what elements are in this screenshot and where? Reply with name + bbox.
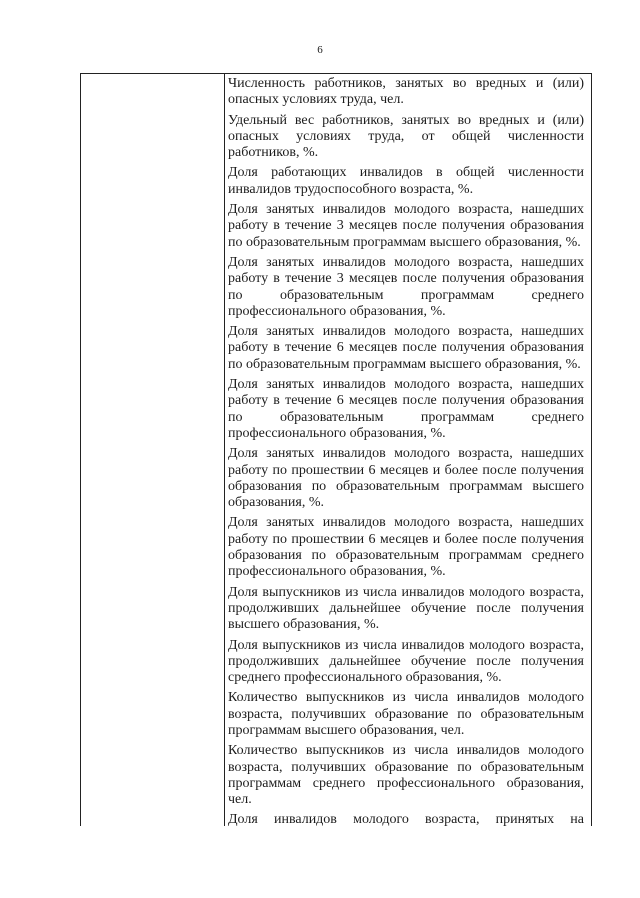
indicators-cell: [228, 76, 584, 826]
indicators-table: [80, 73, 592, 826]
indicator-item: Численность работников, занятых во вредных и (или) опасных условиях труда, чел.: [228, 76, 584, 108]
indicator-item: Доля занятых инвалидов молодого возраста, нашедших работу по прошествии 6 месяцев и более после получения образования по образовательным программам среднего профессионального образования, %.: [228, 515, 584, 580]
left-column-cell: [81, 74, 224, 826]
indicator-item: Доля занятых инвалидов молодого возраста, нашедших работу в течение 3 месяцев после получения образования по образовательным программам среднего профессионального образования, %.: [228, 254, 584, 319]
indicator-item: Количество выпускников из числа инвалидов молодого возраста, получивших образование по образовательным программам среднего профессионального образования, чел.: [228, 743, 584, 808]
column-divider: [224, 74, 225, 826]
indicator-item: Удельный вес работников, занятых во вредных и (или) опасных условиях труда, от общей численности работников, %.: [228, 112, 584, 161]
indicator-item: Доля выпускников из числа инвалидов молодого возраста, продолживших дальнейшее обучение после получения высшего образования, %.: [228, 584, 584, 633]
indicator-item: Количество выпускников из числа инвалидов молодого возраста, получивших образование по образовательным программам высшего образования, чел.: [228, 690, 584, 738]
page-number: 6: [317, 44, 323, 56]
indicator-item: Доля занятых инвалидов молодого возраста, нашедших работу в течение 3 месяцев после получения образования по образовательным программам высшего образования, %.: [228, 202, 584, 250]
indicator-item: Доля инвалидов молодого возраста, принятых на: [228, 812, 584, 826]
indicator-item: Доля выпускников из числа инвалидов молодого возраста, продолживших дальнейшее обучение после получения среднего профессионального образования, %.: [228, 637, 584, 686]
indicator-item: Доля работающих инвалидов в общей численности инвалидов трудоспособного возраста, %.: [228, 165, 584, 197]
indicator-item: Доля занятых инвалидов молодого возраста, нашедших работу в течение 6 месяцев после получения образования по образовательным программам среднего профессионального образования, %.: [228, 377, 584, 441]
indicator-item: Доля занятых инвалидов молодого возраста, нашедших работу по прошествии 6 месяцев и более после получения образования по образовательным программам высшего образования, %.: [228, 446, 584, 511]
indicator-item: Доля занятых инвалидов молодого возраста, нашедших работу в течение 6 месяцев после получения образования по образовательным программам высшего образования, %.: [228, 324, 584, 372]
